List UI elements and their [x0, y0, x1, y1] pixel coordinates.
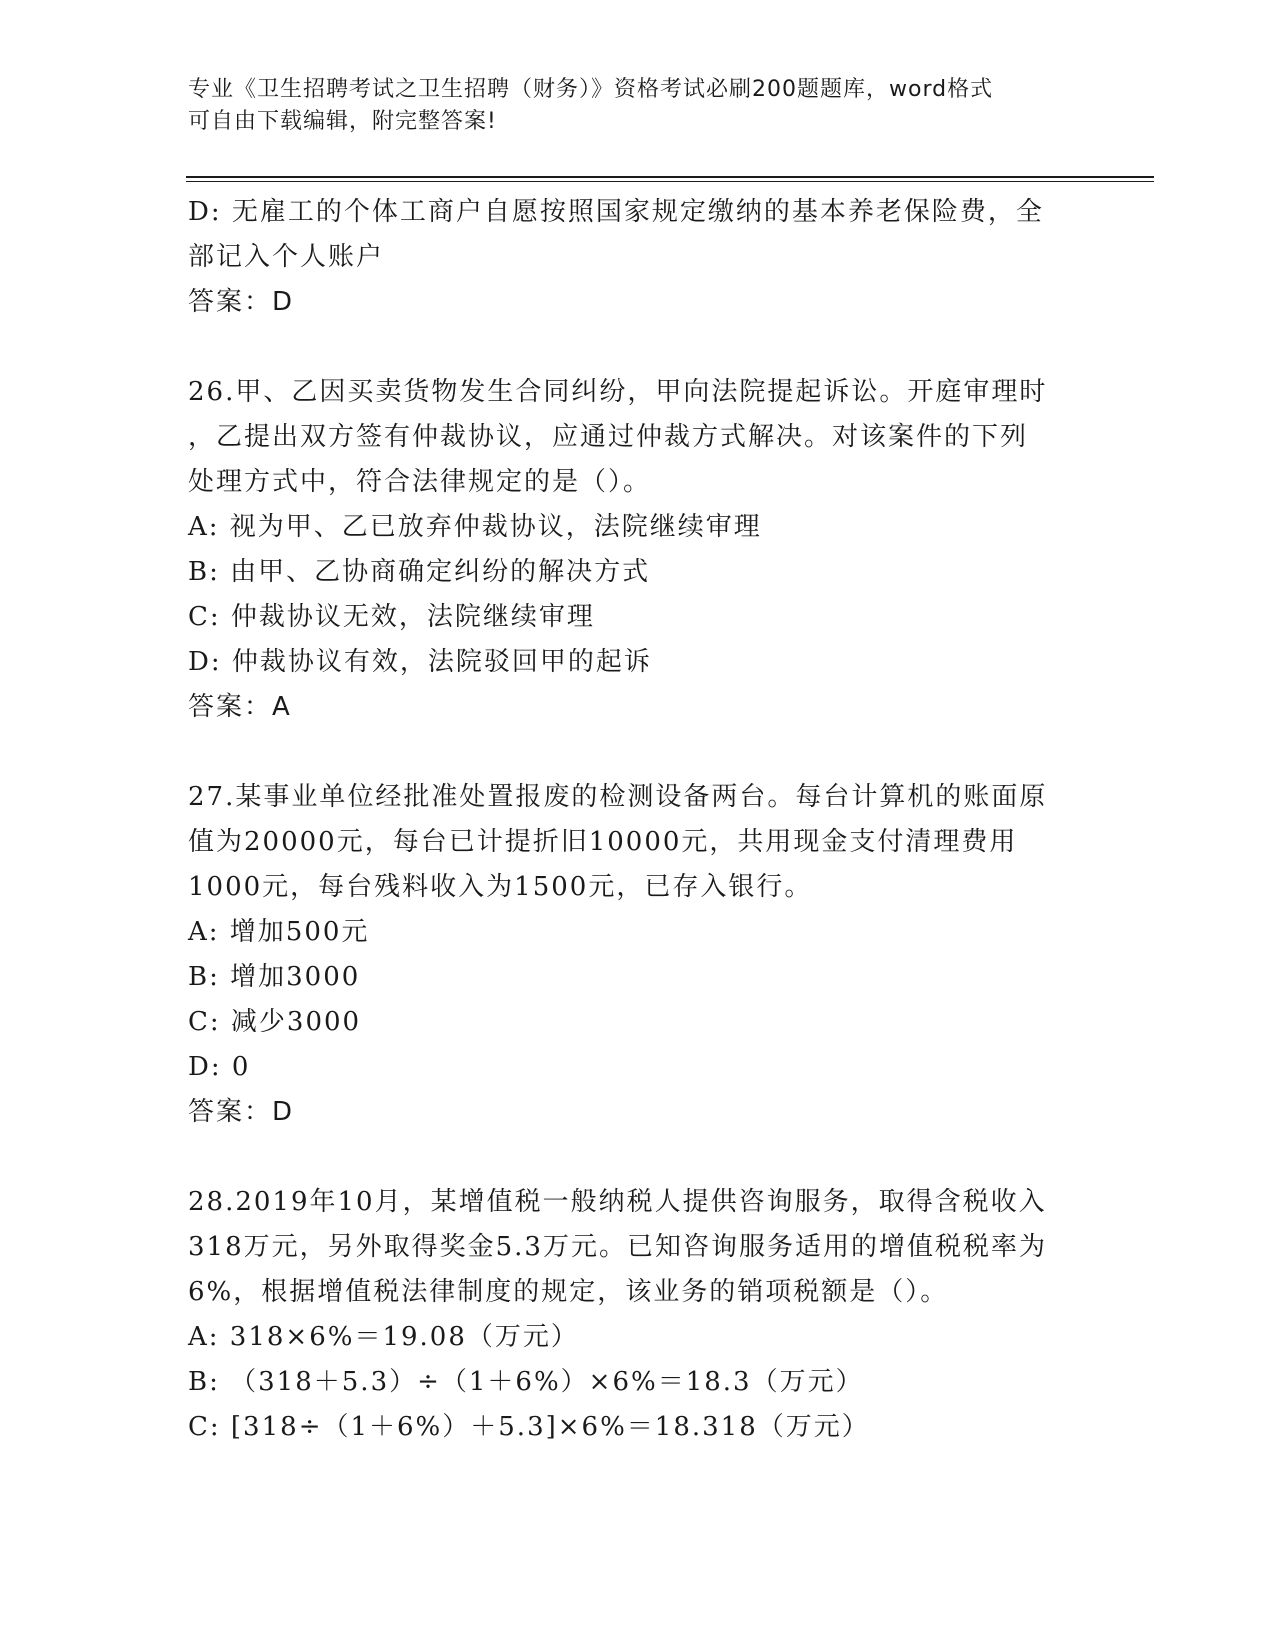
question-stem-line-3: 处理方式中，符合法律规定的是（）。	[188, 467, 652, 497]
spacer	[188, 325, 1098, 370]
question-stem-line-2: ，乙提出双方签有仲裁协议，应通过仲裁方式解决。对该案件的下列	[188, 422, 1029, 452]
answer-line: 答案：D	[188, 1097, 295, 1127]
question-stem-line-3: 1000元，每台残料收入为1500元，已存入银行。	[188, 872, 813, 902]
option-d: D: 仲裁协议有效，法院驳回甲的起诉	[188, 647, 652, 677]
answer-line: 答案：D	[188, 287, 295, 317]
question-content	[188, 190, 1098, 1450]
question-stem-line-1: 26.甲、乙因买卖货物发生合同纠纷，甲向法院提起诉讼。开庭审理时	[188, 377, 1048, 407]
question-28	[188, 1180, 1098, 1450]
option-b: B: （318＋5.3）÷（1＋6%）×6%＝18.3（万元）	[188, 1367, 864, 1397]
question-stem-line-1: 28.2019年10月，某增值税一般纳税人提供咨询服务，取得含税收入	[188, 1187, 1047, 1217]
question-stem-line-2: 318万元，另外取得奖金5.3万元。已知咨询服务适用的增值税税率为	[188, 1232, 1047, 1262]
spacer	[188, 1135, 1098, 1180]
option-a: A: 视为甲、乙已放弃仲裁协议，法院继续审理	[188, 512, 762, 542]
question-25-tail	[188, 190, 1098, 325]
question-stem-line-1: 27.某事业单位经批准处置报废的检测设备两台。每台计算机的账面原	[188, 782, 1048, 812]
option-d-line-1: D: 无雇工的个体工商户自愿按照国家规定缴纳的基本养老保险费，全	[188, 197, 1044, 227]
option-c: C: 仲裁协议无效，法院继续审理	[188, 602, 595, 632]
option-a: A: 增加500元	[188, 917, 370, 947]
header-divider-thin	[186, 181, 1154, 182]
header-title-line-2: 可自由下载编辑，附完整答案!	[188, 109, 497, 134]
question-27	[188, 775, 1098, 1135]
option-c: C: [318÷（1＋6%）＋5.3]×6%＝18.318（万元）	[188, 1412, 870, 1442]
option-a: A: 318×6%＝19.08（万元）	[188, 1322, 579, 1352]
page-header	[188, 74, 1068, 138]
question-stem-line-3: 6%，根据增值税法律制度的规定，该业务的销项税额是（）。	[188, 1277, 949, 1307]
answer-line: 答案：A	[188, 692, 292, 722]
question-stem-line-2: 值为20000元，每台已计提折旧10000元，共用现金支付清理费用	[188, 827, 1018, 857]
option-b: B: 由甲、乙协商确定纠纷的解决方式	[188, 557, 651, 587]
header-divider-thick	[186, 176, 1154, 178]
header-title-line-1: 专业《卫生招聘考试之卫生招聘（财务）》资格考试必刷200题题库，word格式	[188, 77, 994, 102]
option-d: D: 0	[188, 1052, 251, 1082]
option-c: C: 减少3000	[188, 1007, 362, 1037]
option-d-line-2: 部记入个人账户	[188, 242, 385, 272]
question-26	[188, 370, 1098, 730]
spacer	[188, 730, 1098, 775]
option-b: B: 增加3000	[188, 962, 361, 992]
